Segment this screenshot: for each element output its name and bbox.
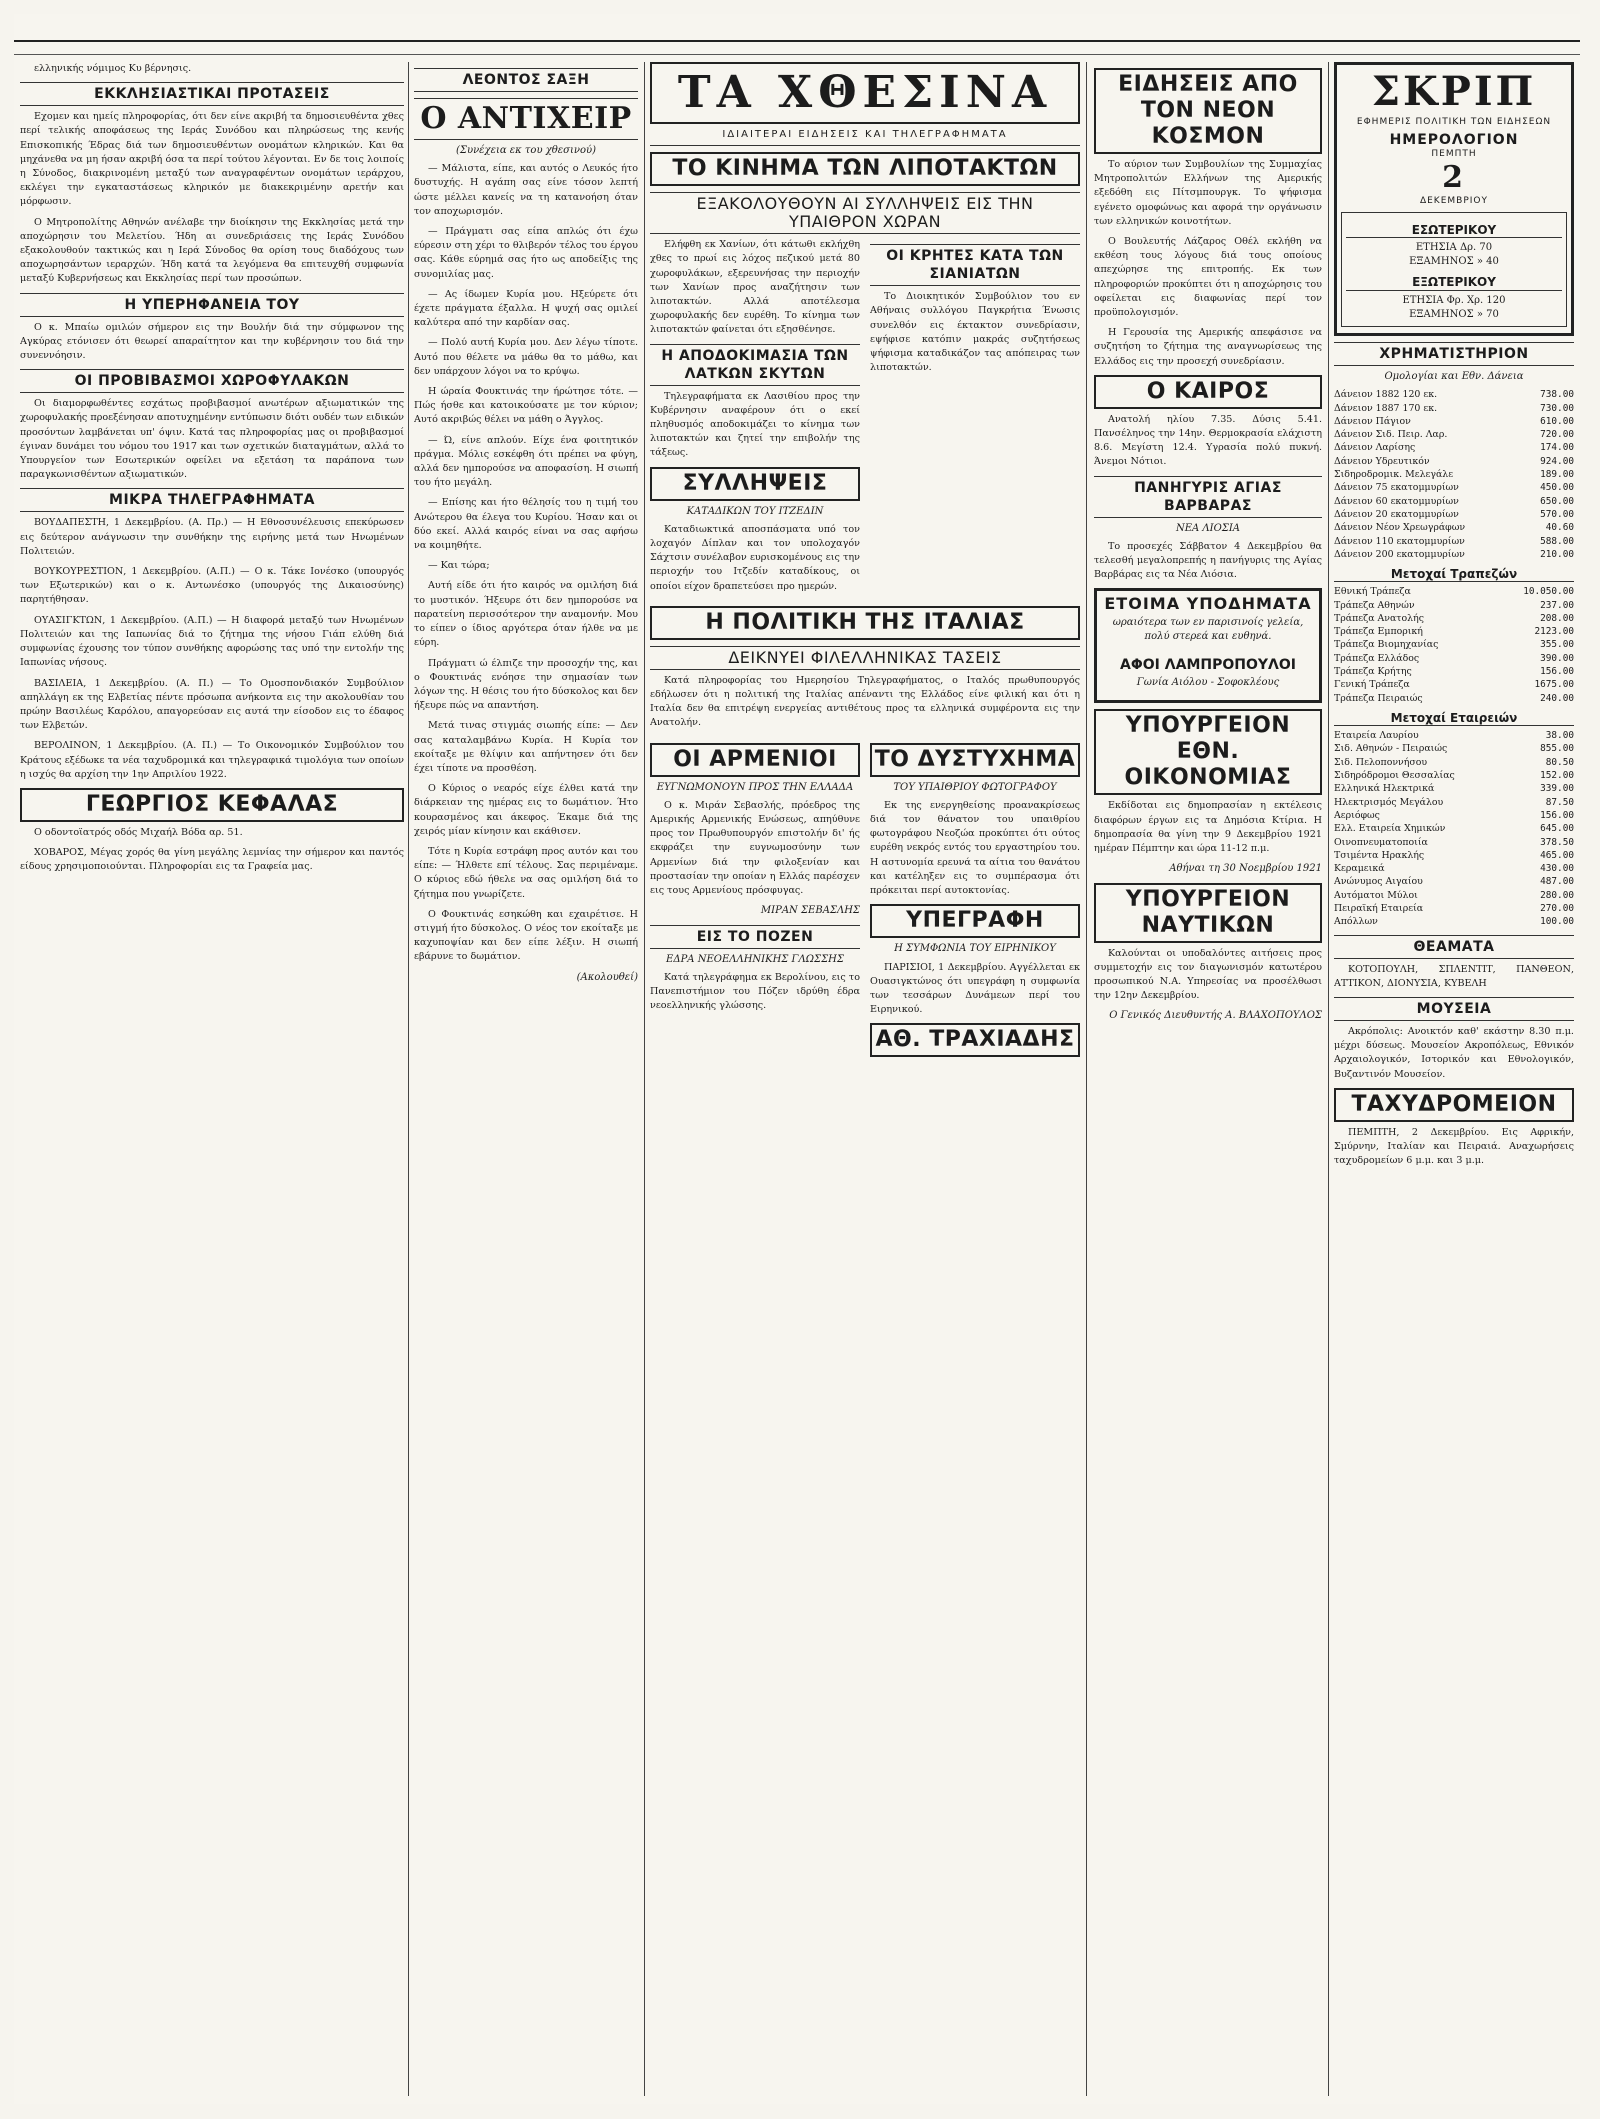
rate-name: Δάνειον Λαρίσης: [1334, 442, 1416, 454]
subscription-rate: ΕΞΑΜΗΝΟΣ » 70: [1409, 308, 1499, 320]
rate-row: [1334, 388, 1574, 401]
subheadline: ΚΑΤΑΔΙΚΩΝ ΤΟΥ ΙΤΖΕΔΙΝ: [686, 505, 824, 517]
rate-row: [1334, 692, 1574, 705]
rate-name: Τράπεζα Βιομηχανίας: [1334, 639, 1439, 651]
shoe-advertisement: [1094, 588, 1322, 703]
ad-title: ΕΤΟΙΜΑ ΥΠΟΔΗΜΑΤΑ: [1104, 594, 1312, 614]
rate-name: Σιδ. Πελοποννήσου: [1334, 756, 1428, 768]
rate-row: [1334, 599, 1574, 612]
rate-name: Δάνειον 20 εκατομμυρίων: [1334, 508, 1459, 520]
rate-name: Ελληνικά Ηλεκτρικά: [1334, 783, 1435, 795]
section-heading: Η ΥΠΕΡΗΦΑΝΕΙΑ ΤΟΥ: [20, 293, 404, 317]
rate-value: 430.00: [1540, 863, 1574, 875]
day-number: 2: [1442, 159, 1466, 195]
rate-value: 487.00: [1540, 876, 1574, 888]
serial-continued: (Συνέχεια εκ του χθεσινού): [456, 145, 596, 156]
bank-shares-heading: Μετοχαί Τραπεζών: [1334, 567, 1574, 582]
article-paragraph: Ο κ. Μιράν Σεβασλής, πρόεδρος της Αμερικής Αρμενικής Ενώσεως, απηύθυνε προς τον Πρωθυπουργόν επιστολήν δι' ής εκφράζει την ευγνωμοσύνην των Αρμενίων διά την φιλοξενίαν και προστασίαν την οποίαν η Ελλάς παρέσχεν εις τους Αρμενίους πρόσφυγας.: [650, 799, 860, 897]
bond-list: [1334, 388, 1574, 561]
rate-name: Ηλεκτρισμός Μεγάλου: [1334, 796, 1444, 808]
rate-row: [1334, 481, 1574, 494]
rate-name: Δάνειον Σιδ. Πειρ. Λαρ.: [1334, 429, 1448, 441]
advertisement-text: Ο οδοντοϊατρός οδός Μιχαήλ Βόδα αρ. 51.: [34, 826, 243, 838]
subscription-domestic: ΕΣΩΤΕΡΙΚΟΥ: [1346, 223, 1562, 238]
rate-value: 465.00: [1540, 849, 1574, 861]
rate-name: Ελλ. Εταιρεία Χημικών: [1334, 823, 1446, 835]
rate-row: [1334, 836, 1574, 849]
section-heading: ΕΙΔΗΣΕΙΣ ΑΠΟ ΤΟΝ ΝΕΟΝ ΚΟΣΜΟΝ: [1094, 68, 1322, 154]
telegram: ΒΑΣΙΛΕΙΑ, 1 Δεκεμβρίου. (Α. Π.) — Το Ομοσπονδιακόν Συμβούλιον απηλλάγη εκ της Ελβετίας πέντε πρόσωπα ανήκοντα εις την ακολουθίαν του πρώην Βασιλέως Καρόλου, απαγορεύσαν εις αυτά την είσοδον εις το έδαφος των Ελβετών.: [20, 677, 404, 732]
subscription-rate: ΕΞΑΜΗΝΟΣ » 40: [1409, 256, 1499, 268]
post-office-heading: ΤΑΧΥΔΡΟΜΕΙΟΝ: [1334, 1088, 1574, 1122]
rate-value: 730.00: [1540, 402, 1574, 414]
section-heading: ΥΠΕΓΡΑΦΗ: [870, 904, 1080, 938]
headline: ΤΟ ΚΙΝΗΜΑ ΤΩΝ ΛΙΠΟΤΑΚΤΩΝ: [650, 152, 1080, 186]
rate-name: Εθνική Τράπεζα: [1334, 586, 1411, 598]
subscription-foreign: ΕΞΩΤΕΡΙΚΟΥ: [1346, 275, 1562, 290]
rate-value: 40.60: [1545, 522, 1574, 534]
subheadline: ΝΕΑ ΛΙΟΣΙΑ: [1175, 522, 1241, 534]
telegram: ΟΥΑΣΙΓΚΤΩΝ, 1 Δεκεμβρίου. (Α.Π.) — Η διαφορά μεταξύ των Ηνωμένων Πολιτειών και της Ιαπωνίας διά το ζήτημα της νήσου Γιάπ ελύθη διά συμφωνίας έχουσης τον τύπον συνθήκης αφορώσης τας υπό την εντολήν της Ιαπωνίας νήσους.: [20, 614, 404, 669]
rate-name: Δάνειον Υδρευτικόν: [1334, 455, 1430, 467]
rate-name: Αυτόματοι Μύλοι: [1334, 889, 1418, 901]
advertisement-text: ΧΟΒΑΡΟΣ, Μέγας χορός θα γίνη μεγάλης λεμνίας την σήμερον και παντός είδους χρησιμοποιούνται. Πληροφορίαι εις τα Γραφεία μας.: [20, 847, 404, 873]
subscription-rate: ΕΤΗΣΙΑ Δρ. 70: [1415, 242, 1493, 254]
rate-name: Δάνειον Νέον Χρεωγράφων: [1334, 522, 1466, 534]
museums-heading: ΜΟΥΣΕΙΑ: [1334, 997, 1574, 1021]
rate-row: [1334, 822, 1574, 835]
signature: Ο Γενικός Διευθυντής Α. ΒΛΑΧΟΠΟΥΛΟΣ: [1109, 1010, 1322, 1022]
column-3: [650, 62, 1080, 2096]
serial-paragraph: Τότε η Κυρία εστράφη προς αυτόν και του είπε: — Ήλθετε επί τέλους. Σας περιμέναμε. Ο κύριος εδώ ήθελε να σας ομιλήση διά το ζήτημα που γνωρίζετε.: [414, 845, 638, 900]
article-paragraph: Κατά τηλεγράφημα εκ Βερολίνου, εις το Πανεπιστήμιον του Πόζεν ιδρύθη έδρα νεοελληνικής γλώσσης.: [650, 971, 860, 1012]
rate-name: Δάνειον 200 εκατομμυρίων: [1334, 548, 1465, 560]
rate-row: [1334, 535, 1574, 548]
rate-name: Εταιρεία Λαυρίου: [1334, 730, 1419, 742]
article-paragraph: Τηλεγραφήματα εκ Λασιθίου προς την Κυβέρνησιν αναφέρουν ότι ο εκεί πληθυσμός αποδοκιμάζει το κίνημα των λιποτακτών και ζητεί την επιβολήν της τάξεως.: [650, 390, 860, 459]
serial-paragraph: — Επίσης και ήτο θέλησίς του η τιμή του Ανώτερου θα έλεγα του Κυρίου. Ήσαν και οι δύο εκεί. Αλλά καιρός είναι να σας αφήσω να κοιμηθήτε.: [414, 497, 638, 552]
rate-row: [1334, 585, 1574, 598]
bank-share-list: [1334, 585, 1574, 705]
rate-name: Δάνειον 110 εκατομμυρίων: [1334, 535, 1465, 547]
market-heading: ΧΡΗΜΑΤΙΣΤΗΡΙΟΝ: [1334, 342, 1574, 366]
notice-paragraph: Καλούνται οι υποδαλόντες αιτήσεις προς συμμετοχήν εις τον διαγωνισμόν κατωτέρου προσωπικού Ν.Α. Υπηρεσίας να προσέλθωσι την 12ην Δεκεμβρίου.: [1094, 947, 1322, 1002]
rate-name: Τράπεζα Εμπορική: [1334, 626, 1423, 638]
rate-row: [1334, 915, 1574, 928]
serial-paragraph: — Ας ίδωμεν Κυρία μου. Ηξεύρετε ότι έχετε πράγματα έξαλλα. Η ψυχή σας ομιλεί καλύτερα από την καρδίαν σας.: [414, 288, 638, 329]
rate-row: [1334, 441, 1574, 454]
top-rule-thin: [14, 54, 1580, 55]
telegram: ΒΟΥΚΟΥΡΕΣΤΙΟΝ, 1 Δεκεμβρίου. (Α.Π.) — Ο κ. Τάκε Ιονέσκο (υπουργός των Εξωτερικών) και ο κ. Αντωνέσκο (υπουργός της Δικαιοσύνης) παρητήθησαν.: [20, 566, 404, 606]
column-1: [20, 62, 404, 2096]
notice-paragraph: Εκδίδοται εις δημοπρασίαν η εκτέλεσις διαφόρων έργων εις τα Δημόσια Κτίρια. Η δημοπρασία θα γίνη την 9 Δεκεμβρίου 1921 ημέραν Πέμπτην και ώρα 11-12 π.μ.: [1094, 800, 1322, 855]
rate-value: 570.00: [1540, 508, 1574, 520]
masthead-subtitle: ΕΦΗΜΕΡΙΣ ΠΟΛΙΤΙΚΗ ΤΩΝ ΕΙΔΗΣΕΩΝ: [1356, 117, 1552, 127]
article-paragraph: Ο Μητροπολίτης Αθηνών ανέλαβε την διοίκησιν της Εκκλησίας μετά την αποχώρησιν του Μελετίου. Ήδη αι συνεδριάσεις της Ιεράς Συνόδου εξακολουθούν τακτικώς και η Ιερά Σύνοδος θα ορίση τους διαδόχους των αποχωρησάντων ιεραρχών. Ήδη κατά τα λεγόμενα θα επιτευχθή συμφωνία μεταξύ Κυβερνήσεως και Εκκλησίας περί των προσώπων.: [20, 216, 404, 285]
rate-value: 355.00: [1540, 639, 1574, 651]
notice-date: Αθήναι τη 30 Νοεμβρίου 1921: [1169, 863, 1322, 875]
subheadline: ΤΟΥ ΥΠΑΙΘΡΙΟΥ ΦΩΤΟΓΡΑΦΟΥ: [893, 781, 1057, 793]
serial-paragraph: Ο Φουκτινάς εσηκώθη και εχαιρέτισε. Η στιγμή ήτο δύσκολος. Ο νέος τον εκοίταξε με καχυποψίαν και δεν είπε λέξιν. Η σιωπή εβάρυνε το δωμάτιον.: [414, 908, 638, 963]
rate-value: 240.00: [1540, 692, 1574, 704]
rate-row: [1334, 742, 1574, 755]
column-2: [414, 62, 638, 2096]
section-heading: ΤΟ ΔΥΣΤΥΧΗΜΑ: [870, 743, 1080, 777]
rate-row: [1334, 402, 1574, 415]
rate-name: Τσιμέντα Ηρακλής: [1334, 849, 1425, 861]
article-paragraph: Εχομεν και ημείς πληροφορίας, ότι δεν είνε ακριβή τα δημοσιευθέντα χθες περί τελικής αποφάσεως της Ιεράς Συνόδου και πληρώσεως της κενής Επισκοπικής Έδρας διά των δημοσιευθέντων ονομάτων κληρικών. Και θα μηχάνεθα να μη ήσαν ακριβή όσα τα περί τούτου λέγονται. Εν δε τοις λοιποίς η Σύνοδος, διακρινομένη μεταξύ των αναγραφέντων ονομάτων ιεράρχου, εκλέγει την εγκαταστάσεως κληρικόν με διακεκριμένην αρετήν και μόρφωσιν.: [20, 111, 404, 208]
article-paragraph: Το Διοικητικόν Συμβούλιον του εν Αθήναις συλλόγου Παγκρήτια Ένωσις συνελθόν εις έκτακτον συνεδρίασιν, εψήφισε κατόπιν μακράς συζητήσεως ψήφισμα καταδικάζον τας απόπειρας των λιποτακτών.: [870, 291, 1080, 374]
article-paragraph: Η Γερουσία της Αμερικής απεφάσισε να συζητήση το ζήτημα της αναγνωρίσεως της Ελλάδος εις την προσεχή συνεδρίασιν.: [1094, 327, 1322, 367]
rate-row: [1334, 849, 1574, 862]
rate-value: 2123.00: [1534, 626, 1574, 638]
masthead-title: ΣΚΡΙΠ: [1371, 68, 1537, 115]
subheadline: ΔΕΙΚΝΥΕΙ ΦΙΛΕΛΛΗΝΙΚΑΣ ΤΑΣΕΙΣ: [650, 646, 1080, 670]
rate-row: [1334, 638, 1574, 651]
rate-value: 38.00: [1545, 730, 1574, 742]
column-rule: [1328, 62, 1329, 2096]
column-rule: [1086, 62, 1087, 2096]
rate-value: 720.00: [1540, 429, 1574, 441]
rate-name: Δάνειον 1882 120 εκ.: [1334, 389, 1438, 401]
rate-value: 588.00: [1540, 535, 1574, 547]
article-paragraph: Καταδιωκτικά αποσπάσματα υπό τον λοχαγόν Δίπλαν και τον υπολοχαγόν Σάχτσιν συνέλαβον ευρισκομένους εις την περιοχήν του Ιτζεδίν καταδίκους, οι οποίοι είχον δραπετεύσει προ ημερών.: [650, 523, 860, 592]
rate-value: 1675.00: [1534, 679, 1574, 691]
rate-row: [1334, 902, 1574, 915]
rate-name: Τράπεζα Κρήτης: [1334, 666, 1412, 678]
signature: ΜΙΡΑΝ ΣΕΒΑΣΛΗΣ: [760, 905, 860, 917]
headline: Η ΠΟΛΙΤΙΚΗ ΤΗΣ ΙΤΑΛΙΑΣ: [650, 606, 1080, 640]
rate-name: Γενική Τράπεζα: [1334, 679, 1410, 691]
rate-value: 80.50: [1545, 756, 1574, 768]
newspaper-page: [14, 14, 1580, 2104]
rate-row: [1334, 468, 1574, 481]
rate-row: [1334, 809, 1574, 822]
article-paragraph: Ο κ. Μπαίω ομιλών σήμερον εις την Βουλήν διά την σύμφωνον της Αγκύρας ετόνισεν ότι θεωρεί απαραίτητον και την κυβέρνησιν του διά την συνεννόησιν.: [20, 321, 404, 362]
ad-description: ωραιότερα των εν παρισινοίς γελεία, πολύ στερεά και ευθηνά.: [1112, 616, 1304, 642]
rate-row: [1334, 495, 1574, 508]
rate-name: Δάνειον 60 εκατομμυρίων: [1334, 495, 1459, 507]
advertisement-heading: ΓΕΩΡΓΙΟΣ ΚΕΦΑΛΑΣ: [20, 788, 404, 822]
top-rule: [14, 40, 1580, 42]
rate-value: 210.00: [1540, 548, 1574, 560]
serial-title: Ο ΑΝΤΙΧΕΙΡ: [414, 98, 638, 140]
rate-name: Δάνειον 1887 170 εκ.: [1334, 402, 1438, 414]
serial-paragraph: — Ώ, είνε απλούν. Είχε ένα φοιτητικόν πράγμα. Μόλις εσκέφθη ότι πρέπει να φύγη, αλλά δεν ημπορούσε να αποφασίση. Η σιωπή του ήτο μεγάλη.: [414, 434, 638, 489]
rate-row: [1334, 612, 1574, 625]
rate-row: [1334, 782, 1574, 795]
column-rule: [408, 62, 409, 2096]
subheadline: ΕΥΓΝΩΜΟΝΟΥΝ ΠΡΟΣ ΤΗΝ ΕΛΛΑΔΑ: [656, 781, 854, 793]
rate-name: Σιδηρόδρομοι Θεσσαλίας: [1334, 770, 1455, 782]
rate-name: Πειραϊκή Εταιρεία: [1334, 903, 1424, 915]
rate-value: 270.00: [1540, 903, 1574, 915]
rate-name: Τράπεζα Ελλάδος: [1334, 652, 1420, 664]
ad-address: Γωνία Αιόλου - Σοφοκλέους: [1136, 677, 1280, 689]
column-5: [1334, 62, 1574, 2096]
weather-text: Ανατολή ηλίου 7.35. Δύσις 5.41. Πανσέληνος την 14ην. Θερμοκρασία ελάχιστη 8.6. Μεγίστη 12.4. Υγρασία πολύ πυκνή. Άνεμοι Νότιοι.: [1094, 413, 1322, 468]
post-office-text: ΠΕΜΠΤΗ, 2 Δεκεμβρίου. Εις Αφρικήν, Σμύρνην, Ιταλίαν και Πειραιά. Αναχωρήσεις ταχυδρομείων 6 μ.μ. και 3 μ.μ.: [1334, 1126, 1574, 1167]
advertisement-heading: ΑΘ. ΤΡΑΧΙΑΔΗΣ: [870, 1023, 1080, 1057]
rate-row: [1334, 548, 1574, 561]
museums-text: Ακρόπολις: Ανοικτόν καθ' εκάστην 8.30 π.μ. μέχρι δύσεως. Μουσείον Ακροπόλεως, Εθνικόν Αρχαιολογικόν, Ιστορικόν και Εθνολογικόν, Βυζαντινόν Μουσείον.: [1334, 1026, 1574, 1080]
rate-row: [1334, 415, 1574, 428]
rate-name: Αεριόφως: [1334, 809, 1380, 821]
rate-row: [1334, 889, 1574, 902]
serial-paragraph: Πράγματι ώ έλπιζε την προσοχήν της, και ο Φουκτινάς ενόησε την σημασίαν των λόγων της. Η θέσις του ήτο δύσκολος και δεν ήξευρε πώς να απαντήση.: [414, 657, 638, 712]
masthead: [1334, 62, 1574, 336]
section-heading: ΣΥΛΛΗΨΕΙΣ: [650, 467, 860, 501]
section-heading: ΟΙ ΑΡΜΕΝΙΟΙ: [650, 743, 860, 777]
rate-value: 156.00: [1540, 666, 1574, 678]
rate-row: [1334, 665, 1574, 678]
rate-value: 610.00: [1540, 415, 1574, 427]
rate-name: Σιδ. Αθηνών - Πειραιώς: [1334, 743, 1448, 755]
month-name: ΔΕΚΕΜΒΡΙΟΥ: [1419, 195, 1489, 206]
rate-value: 645.00: [1540, 823, 1574, 835]
company-share-list: [1334, 729, 1574, 928]
market-note: Ομολογίαι και Εθν. Δάνεια: [1384, 371, 1524, 383]
serial-continues: (Ακολουθεί): [576, 971, 638, 983]
weather-heading: Ο ΚΑΙΡΟΣ: [1094, 375, 1322, 409]
rate-row: [1334, 652, 1574, 665]
rate-row: [1334, 455, 1574, 468]
rate-value: 339.00: [1540, 783, 1574, 795]
rate-value: 237.00: [1540, 599, 1574, 611]
article-paragraph: Εκ της ενεργηθείσης προανακρίσεως διά τον θάνατον του υπαιθρίου φωτογράφου Νεοζώα προκύπτει ότι ούτος ευρέθη νεκρός εντός του εργαστηρίου του. Η αστυνομία ερευνά τα αίτια του θανάτου και κατέληξεν εις το συμπέρασμα ότι πρόκειται περί αυτοκτονίας.: [870, 799, 1080, 897]
serial-paragraph: Ο Κύριος ο νεαρός είχε έλθει κατά την διάρκειαν της ημέρας εις το δωμάτιον. Ήτο κουρασμένος και άκεφος. Έκαμε διά της χειρός μίαν κίνησιν και εκάθισεν.: [414, 783, 638, 837]
serial-paragraph: — Μάλιστα, είπε, και αυτός ο Λευκός ήτο δυστυχής. Η αγάπη σας είνε τόσον λεπτή ώστε μέλλει κανείς να τη κατανοήση όταν τον αποχωρισμόν.: [414, 163, 638, 217]
article-paragraph: Ελήφθη εκ Χανίων, ότι κάτωθι εκλήχθη χθες το πρωί εις λόχος πεζικού μετά 80 χωροφυλάκων, εξερευνήσας την περιοχήν των Χανίων προς αναζήτησιν των λιποτακτών. Αλλά αποτέλεσμα χωροφυλακής δεν ευρέθη. Το κίνημα των λιποτακτών φαίνεται ότι εξησθένησε.: [650, 239, 860, 336]
rate-value: 280.00: [1540, 889, 1574, 901]
theaters-heading: ΘΕΑΜΑΤΑ: [1334, 935, 1574, 959]
rate-row: [1334, 729, 1574, 742]
article-paragraph: Το προσεχές Σάββατον 4 Δεκεμβρίου θα τελεσθή μεγαλοπρεπής η πανήγυρις της Αγίας Βαρβάρας εις τα Νέα Λιόσια.: [1094, 540, 1322, 581]
rate-row: [1334, 521, 1574, 534]
rate-row: [1334, 678, 1574, 691]
rate-name: Τράπεζα Πειραιώς: [1334, 692, 1423, 704]
section-heading: ΠΑΝΗΓΥΡΙΣ ΑΓΙΑΣ ΒΑΡΒΑΡΑΣ: [1094, 476, 1322, 518]
rate-value: 189.00: [1540, 469, 1574, 481]
subscription-rate: ΕΤΗΣΙΑ Φρ. Χρ. 120: [1402, 294, 1506, 306]
serial-paragraph: Αυτή είδε ότι ήτο καιρός να ομιλήση διά το μυστικόν. Ήξευρε ότι δεν ημπορούσε να παρατείνη περισσότερον την αναμονήν. Μου το είπεν ο ίδιος αργότερα όταν ήλθε να με εύρη.: [414, 580, 638, 649]
section-heading: ΕΙΣ ΤΟ ΠΟΖΕΝ: [650, 925, 860, 949]
theaters-text: ΚΟΤΟΠΟΥΛΗ, ΣΠΛΕΝΤΙΤ, ΠΑΝΘΕΟΝ, ΑΤΤΙΚΟΝ, ΔΙΟΝΥΣΙΑ, ΚΥΒΕΛΗ: [1334, 963, 1574, 989]
article-paragraph: Κατά πληροφορίας του Ημερησίου Τηλεγραφήματος, ο Ιταλός πρωθυπουργός εδήλωσεν ότι η πολιτική της Ιταλίας απέναντι της Ελλάδος είνε φιλική και ότι η Ιταλία δεν θα επιτρέψη ενεργείας αντιθέτους προς τα ελληνικά συμφέροντα εις την Ανατολήν.: [650, 674, 1080, 729]
rate-name: Απόλλων: [1334, 916, 1378, 928]
rate-row: [1334, 862, 1574, 875]
rate-name: Κεραμεικά: [1334, 863, 1385, 875]
section-banner-subtitle: ΙΔΙΑΙΤΕΡΑΙ ΕΙΔΗΣΕΙΣ ΚΑΙ ΤΗΛΕΓΡΑΦΗΜΑΤΑ: [650, 128, 1080, 146]
rate-value: 450.00: [1540, 482, 1574, 494]
subscription-box: [1341, 212, 1567, 327]
serial-paragraph: Μετά τινας στιγμάς σιωπής είπε: — Δεν σας καταλαμβάνω Κυρία. Η Κυρία τον εκοίταξε με θλίψιν και απήντησεν ότι δεν έχει τίποτε να προσθέση.: [414, 720, 638, 774]
rate-value: 738.00: [1540, 389, 1574, 401]
ad-merchant: ΑΦΟΙ ΛΑΜΠΡΟΠΟΥΛΟΙ: [1120, 657, 1296, 674]
section-banner: ΤΑ ΧΘΕΣΙΝΑ: [650, 62, 1080, 124]
rate-name: Ανώνυμος Αιγαίου: [1334, 876, 1423, 888]
rate-name: Οινοπνευματοποιία: [1334, 836, 1428, 848]
article-paragraph: Το αύριον των Συμβουλίων της Συμμαχίας Μητροπολιτών Ελλήνων της Αμερικής εξεδόθη εις Πίτσμπουργκ. Το ψήφισμα εγένετο ομοφώνως και αφορά την οργάνωσιν των ελληνικών κοινοτήτων.: [1094, 159, 1322, 227]
article-paragraph: Οι διαμορφωθέντες εσχάτως προβιβασμοί ανωτέρων αξιωματικών της χωροφυλακής προεξένησαν αποτυχημένην εντύπωσιν διότι ουδέν των ειδικών προσόντων λαμβάνεται υπ' όψιν. Κατά τας πληροφορίας μας οι προβιβασμοί έγιναν δυνάμει του νόμου του 1917 και των σχετικών διαταγμάτων, αλλά το Υπουργείον των Εσωτερικών οφείλει να εξετάση τα παράπονα των παραγκωνισθέντων αξιωματικών.: [20, 398, 404, 481]
rate-value: 174.00: [1540, 442, 1574, 454]
serial-paragraph: — Πολύ αυτή Κυρία μου. Δεν λέγω τίποτε. Αυτό που θέλετε να μάθω θα το μάθω, και δεν υπάρχουν λόγοι να το κρύψω.: [414, 337, 638, 377]
serial-paragraph: — Πράγματι σας είπα απλώς ότι έχω εύρεσιν στη χέρι το θλιβερόν τέλος του έργου σας. Κάθε εύρημά σας ήτο ως αποδείξις της συνομιλίας μας.: [414, 226, 638, 280]
section-heading: Η ΑΠΟΔΟΚΙΜΑΣΙΑ ΤΩΝ ΛΑΤΚΩΝ ΣΚΥΤΩΝ: [650, 344, 860, 386]
rate-value: 100.00: [1540, 916, 1574, 928]
telegram: ΒΕΡΟΛΙΝΟΝ, 1 Δεκεμβρίου. (Α. Π.) — Το Οικονομικόν Συμβούλιον του Κράτους εξέδωκε τα νέα ταχυδρομικά και τηλεγραφικά τιμολόγια των οποίων η ισχύς θα αρχίση την 1ην Απριλίου 1922.: [20, 740, 404, 780]
rate-name: Δάνειον 75 εκατομμυρίων: [1334, 482, 1459, 494]
rate-name: Τράπεζα Αθηνών: [1334, 599, 1415, 611]
serial-byline: ΛΕΟΝΤΟΣ ΣΑΞΗ: [414, 68, 638, 92]
column-4: [1094, 62, 1322, 2096]
rate-value: 378.50: [1540, 836, 1574, 848]
company-shares-heading: Μετοχαί Εταιρειών: [1334, 711, 1574, 726]
section-heading: ΥΠΟΥΡΓΕΙΟΝ ΝΑΥΤΙΚΩΝ: [1094, 883, 1322, 943]
serial-paragraph: Η ώραία Φουκτινάς την ήρώτησε τότε. — Πώς ήσθε και κατοικούσατε με τον κύριον; Αυτό ακριβώς θέλει να μάθη ο Άγγλος.: [414, 386, 638, 426]
rate-value: 152.00: [1540, 770, 1574, 782]
rate-value: 855.00: [1540, 743, 1574, 755]
rate-row: [1334, 625, 1574, 638]
rate-value: 10.050.00: [1523, 586, 1574, 598]
rate-value: 208.00: [1540, 612, 1574, 624]
rate-row: [1334, 769, 1574, 782]
rate-value: 87.50: [1545, 796, 1574, 808]
subheadline: Η ΣΥΜΦΩΝΙΑ ΤΟΥ ΕΙΡΗΝΙΚΟΥ: [894, 943, 1056, 955]
section-heading: ΥΠΟΥΡΓΕΙΟΝ ΕΘΝ. ΟΙΚΟΝΟΜΙΑΣ: [1094, 709, 1322, 795]
rate-row: [1334, 796, 1574, 809]
rate-name: Σιδηροδρομικ. Μελεγάλε: [1334, 469, 1454, 481]
weekday: ΠΕΜΠΤΗ: [1431, 149, 1477, 160]
serial-paragraph: — Και τώρα;: [428, 560, 490, 572]
rate-value: 390.00: [1540, 652, 1574, 664]
rate-name: Τράπεζα Ανατολής: [1334, 612, 1424, 624]
rate-value: 156.00: [1540, 809, 1574, 821]
rate-row: [1334, 508, 1574, 521]
section-heading: ΟΙ ΚΡΗΤΕΣ ΚΑΤΑ ΤΩΝ ΣΙΑΝΙΑΤΩΝ: [870, 244, 1080, 286]
rate-value: 650.00: [1540, 495, 1574, 507]
section-heading: ΟΙ ΠΡΟΒΙΒΑΣΜΟΙ ΧΩΡΟΦΥΛΑΚΩΝ: [20, 369, 404, 393]
rate-name: Δάνειον Πάγιον: [1334, 415, 1411, 427]
article-paragraph: ΠΑΡΙΣΙΟΙ, 1 Δεκεμβρίου. Αγγέλλεται εκ Ουασιγκτώνος ότι υπεγράφη η συμφωνία των τεσσάρων Δυνάμεων περί του Ειρηνικού.: [870, 961, 1080, 1016]
telegram: ΒΟΥΔΑΠΕΣΤΗ, 1 Δεκεμβρίου. (Α. Πρ.) — Η Εθνοσυνέλευσις επεκύρωσεν εις δεύτερον ανάγνωσιν την συνθήκην της ειρήνης μετά των Ηνωμένων Πολιτειών.: [20, 517, 404, 557]
subheadline: ΕΞΑΚΟΛΟΥΘΟΥΝ ΑΙ ΣΥΛΛΗΨΕΙΣ ΕΙΣ ΤΗΝ ΥΠΑΙΘΡΟΝ ΧΩΡΑΝ: [650, 192, 1080, 234]
article-paragraph: Ο Βουλευτής Λάζαρος Οθέλ εκλήθη να εκθέση τους λόγους διά τους οποίους απεχώρησε της επιτροπής. Εκ των πληροφοριών προκύπτει ότι η αποχώρησις του οφείλεται εις διαφωνίας περί τον προϋπολογισμόν.: [1094, 236, 1322, 319]
intro-text: ελληνικής νόμιμος Κυ βέρνησις.: [34, 63, 192, 74]
rate-row: [1334, 875, 1574, 888]
rate-row: [1334, 756, 1574, 769]
column-rule: [644, 62, 645, 2096]
section-heading: ΜΙΚΡΑ ΤΗΛΕΓΡΑΦΗΜΑΤΑ: [20, 488, 404, 512]
calendar-label: ΗΜΕΡΟΛΟΓΙΟΝ: [1389, 132, 1519, 149]
subheadline: ΕΔΡΑ ΝΕΟΕΛΛΗΝΙΚΗΣ ΓΛΩΣΣΗΣ: [666, 953, 844, 965]
rate-value: 924.00: [1540, 455, 1574, 467]
rate-row: [1334, 428, 1574, 441]
section-heading: ΕΚΚΛΗΣΙΑΣΤΙΚΑΙ ΠΡΟΤΑΣΕΙΣ: [20, 82, 404, 106]
